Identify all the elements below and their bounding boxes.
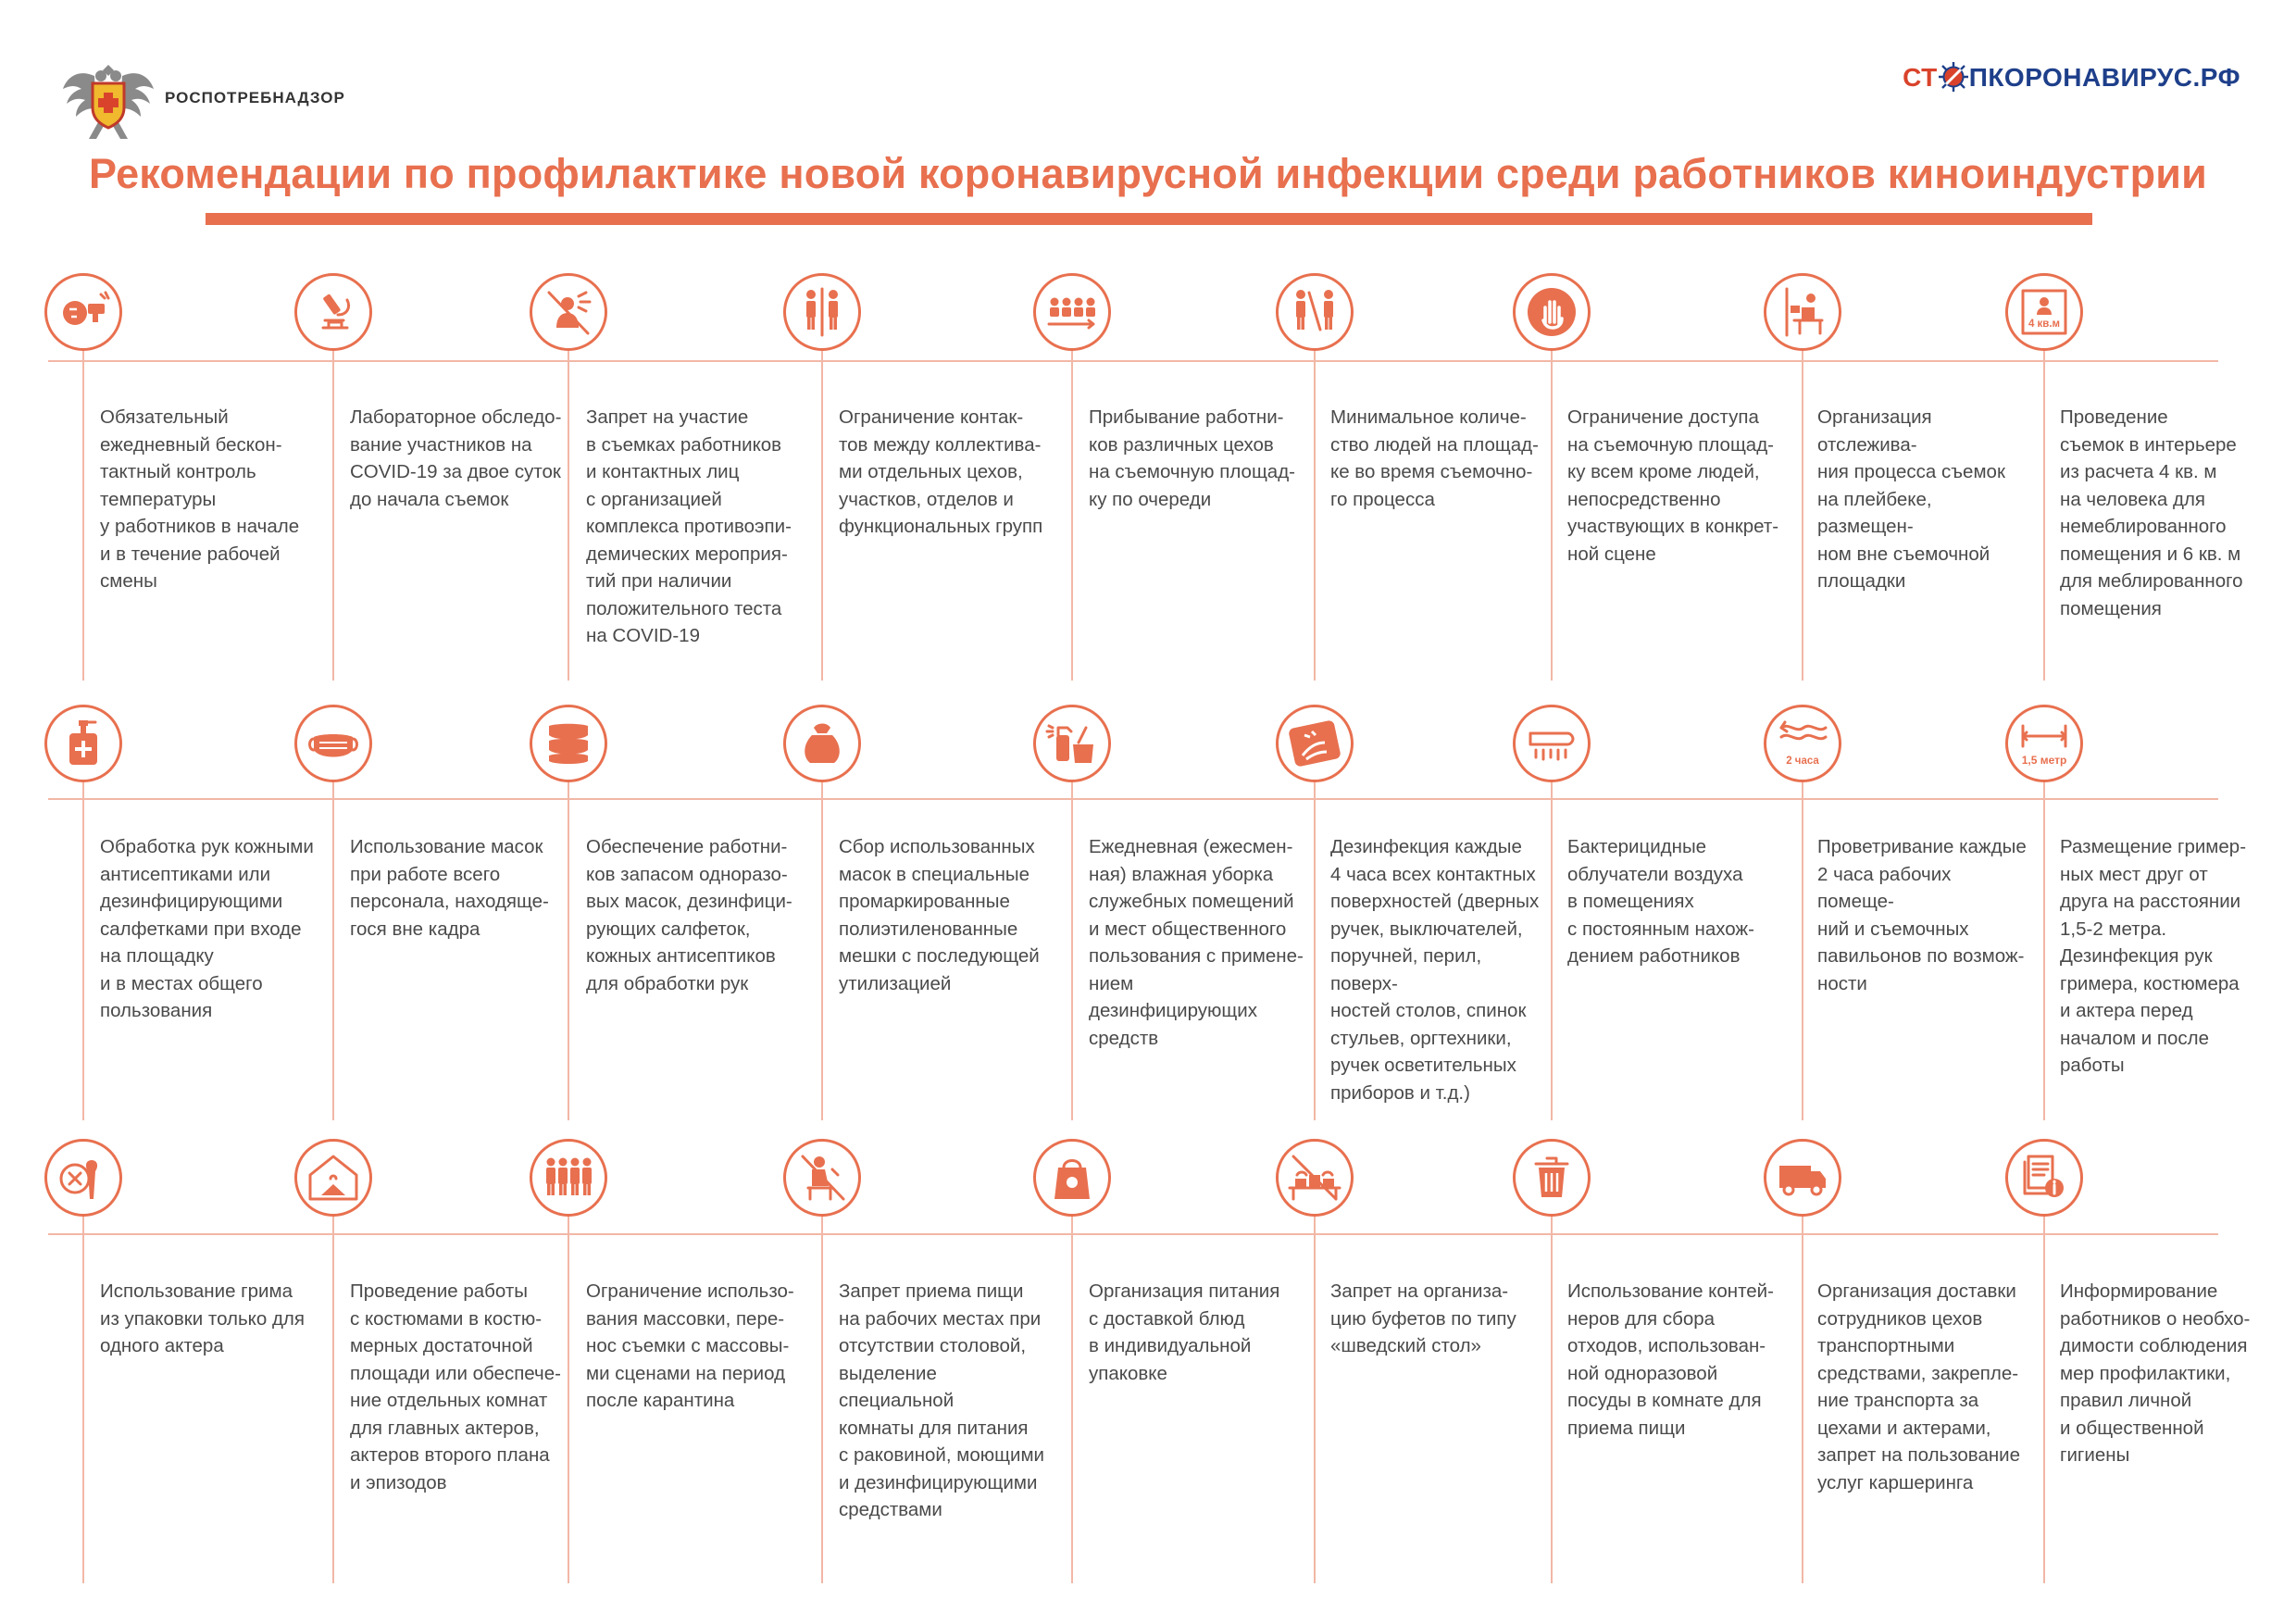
- no-eating-workplace-icon: [783, 1139, 861, 1217]
- recommendation-text: Информирование работников о необхо- димости соблюдения мер профилактики, правил личной и общественной гигиены: [2060, 1280, 2251, 1466]
- recommendation-text: Проведение съемок в интерьере из расчета 4 кв. м на человека для немеблированного помещения и 6 кв. м для меблированного помещения: [2060, 406, 2243, 619]
- column-connector: [1551, 349, 1553, 681]
- column-connector: [2043, 781, 2045, 1120]
- recommendation-text: Прибывание работни- ков различных цехов на съемочную площад- ку по очереди: [1089, 406, 1295, 510]
- recommendation-text: Запрет на участие в съемках работников и контактных лиц с организацией комплекса противоэпи- демических мероприя- тий при наличии положительного теста на COVID-19: [586, 406, 792, 646]
- recommendation-text: Размещение гример- ных мест друг от друга на расстоянии 1,5-2 метра. Дезинфекция рук гримера, костюмера и актера перед началом и после работы: [2060, 836, 2247, 1076]
- column-connector: [1071, 1215, 1073, 1583]
- makeup-icon: [44, 1139, 122, 1217]
- column-connector: [1802, 781, 1803, 1120]
- column-connector: [1551, 1215, 1553, 1583]
- recommendation-text: Обработка рук кожными антисептиками или дезинфицирующими салфетками при входе на площадку и в местах общего пользования: [100, 836, 314, 1021]
- recommendation-text: Сбор использованных масок в специальные промаркированные полиэтиленованные мешки с последующей утилизацией: [839, 836, 1040, 994]
- column-connector: [568, 349, 569, 681]
- trash-bin-icon: [1513, 1139, 1591, 1217]
- org-name: РОСПОТРЕБНАДЗОР: [165, 89, 345, 106]
- recommendation-text: Лабораторное обследо- вание участников на COVID-19 за двое суток до начала съемок: [350, 406, 562, 510]
- column-connector: [332, 349, 334, 681]
- icon-badge: 1,5 метр: [2021, 754, 2067, 767]
- column-connector: [1314, 1215, 1316, 1583]
- column-connector: [1802, 1215, 1803, 1583]
- thermometer-check-icon: [44, 273, 122, 351]
- recommendation-text: Организация отслежива- ния процесса съемок на плейбеке, размещен- ном вне съемочной площадки: [1817, 406, 2005, 592]
- distance-meter-icon: [2005, 705, 2083, 782]
- title-underline: [206, 213, 2092, 225]
- recommendation-text: Дезинфекция каждые 4 часа всех контактных поверхностей (дверных ручек, выключателей, поручней, перил, поверх- ностей столов, спинок стульев, оргтехники, ручек осветительных приборов и т.д.): [1330, 836, 1540, 1104]
- playback-monitor-icon: [1764, 273, 1841, 351]
- face-mask-icon: [294, 705, 372, 782]
- site-name-part1: СТ: [1903, 63, 1938, 92]
- recommendation-text: Ежедневная (ежесмен- ная) влажная уборка служебных помещений и мест общественного пользования с примене- нием дезинфицирующих средств: [1089, 836, 1304, 1049]
- recommendation-text: Ограничение контак- тов между коллектива- ми отдельных цехов, участков, отделов и функциональных групп: [839, 406, 1043, 537]
- no-sick-person-icon: [530, 273, 607, 351]
- column-connector: [821, 781, 823, 1120]
- site-logo[interactable]: [1903, 61, 2240, 93]
- row-divider: [48, 798, 2218, 800]
- column-connector: [82, 781, 84, 1120]
- column-connector: [332, 781, 334, 1120]
- queue-people-icon: [1033, 273, 1111, 351]
- info-document-icon: [2005, 1139, 2083, 1217]
- transport-van-icon: [1764, 1139, 1841, 1217]
- cleaning-spray-icon: [1033, 705, 1111, 782]
- separated-people-icon: [783, 273, 861, 351]
- ventilation-icon: [1764, 705, 1841, 782]
- recommendation-text: Запрет приема пищи на рабочих местах при отсутствии столовой, выделение специальной комнаты для питания с раковиной, моющими и дезинфицирующими средствами: [839, 1280, 1044, 1520]
- recommendation-text: Организация доставки сотрудников цехов транспортными средствами, закрепле- ние транспорта за цехами и актерами, запрет на пользование услуг каршеринга: [1817, 1280, 2021, 1493]
- recommendation-text: Ограничение доступа на съемочную площад- ку всем кроме людей, непосредственно участвующих в конкрет- ной сцене: [1567, 406, 1779, 565]
- recommendation-text: Использование масок при работе всего персонала, находяще- гося вне кадра: [350, 836, 549, 940]
- column-connector: [821, 1215, 823, 1583]
- column-connector: [82, 1215, 84, 1583]
- virus-icon: [1938, 61, 1969, 93]
- recommendation-text: Организация питания с доставкой блюд в индивидуальной упаковке: [1089, 1280, 1280, 1384]
- recommendation-text: Обеспечение работни- ков запасом одноразо- вых масок, дезинфици- рующих салфеток, кожных антисептиков для обработки рук: [586, 836, 792, 994]
- distance-people-icon: [1276, 273, 1354, 351]
- row-divider: [48, 1233, 2218, 1235]
- column-connector: [1314, 781, 1316, 1120]
- recommendation-text: Использование контей- неров для сбора отходов, использован- ной одноразовой посуды в комнате для приема пищи: [1567, 1280, 1774, 1439]
- waste-bag-icon: [783, 705, 861, 782]
- site-name-part2: ПКОРОНАВИРУС.РФ: [1968, 63, 2240, 92]
- row-divider: [48, 360, 2218, 362]
- recommendation-text: Бактерицидные облучатели воздуха в помещениях с постоянным нахож- дением работников: [1567, 836, 1754, 967]
- wipe-surface-icon: [1276, 705, 1354, 782]
- page-title: Рекомендации по профилактике новой коронавирусной инфекции среди работников киноиндустрии: [88, 150, 2208, 197]
- mask-supply-icon: [530, 705, 607, 782]
- rospotrebnadzor-emblem-icon: [57, 48, 159, 150]
- recommendation-text: Проветривание каждые 2 часа рабочих помеще- ний и съемочных павильонов по возмож- ности: [1817, 836, 2027, 994]
- column-connector: [821, 349, 823, 681]
- icon-badge: 4 кв.м: [2028, 319, 2061, 330]
- column-connector: [568, 1215, 569, 1583]
- sanitizer-bottle-icon: [44, 705, 122, 782]
- area-per-person-icon: [2005, 273, 2083, 351]
- uv-lamp-icon: [1513, 705, 1591, 782]
- recommendation-text: Использование грима из упаковки только для одного актера: [100, 1280, 305, 1356]
- crowd-icon: [530, 1139, 607, 1217]
- column-connector: [1802, 349, 1803, 681]
- column-connector: [1314, 349, 1316, 681]
- food-package-icon: [1033, 1139, 1111, 1217]
- no-buffet-icon: [1276, 1139, 1354, 1217]
- recommendation-text: Проведение работы с костюмами в костю- мерных достаточной площади или обеспече- ние отдельных комнат для главных актеров, актеров второго плана и эпизодов: [350, 1280, 561, 1493]
- recommendation-text: Обязательный ежедневный бескон- тактный контроль температуры у работников в начале и в течение рабочей смены: [100, 406, 300, 592]
- column-connector: [82, 349, 84, 681]
- column-connector: [568, 781, 569, 1120]
- column-connector: [2043, 349, 2045, 681]
- column-connector: [1551, 781, 1553, 1120]
- stop-hand-icon: [1513, 273, 1591, 351]
- costume-room-icon: [294, 1139, 372, 1217]
- column-connector: [1071, 349, 1073, 681]
- recommendation-text: Запрет на организа- цию буфетов по типу «шведский стол»: [1330, 1280, 1516, 1356]
- column-connector: [1071, 781, 1073, 1120]
- column-connector: [2043, 1215, 2045, 1583]
- recommendation-text: Минимальное количе- ство людей на площад- ке во время съемочно- го процесса: [1330, 406, 1539, 510]
- recommendation-text: Ограничение использо- вания массовки, пере- нос съемки с массовы- ми сценами на период после карантина: [586, 1280, 794, 1411]
- column-connector: [332, 1215, 334, 1583]
- icon-badge: 2 часа: [1786, 756, 1819, 767]
- microscope-icon: [294, 273, 372, 351]
